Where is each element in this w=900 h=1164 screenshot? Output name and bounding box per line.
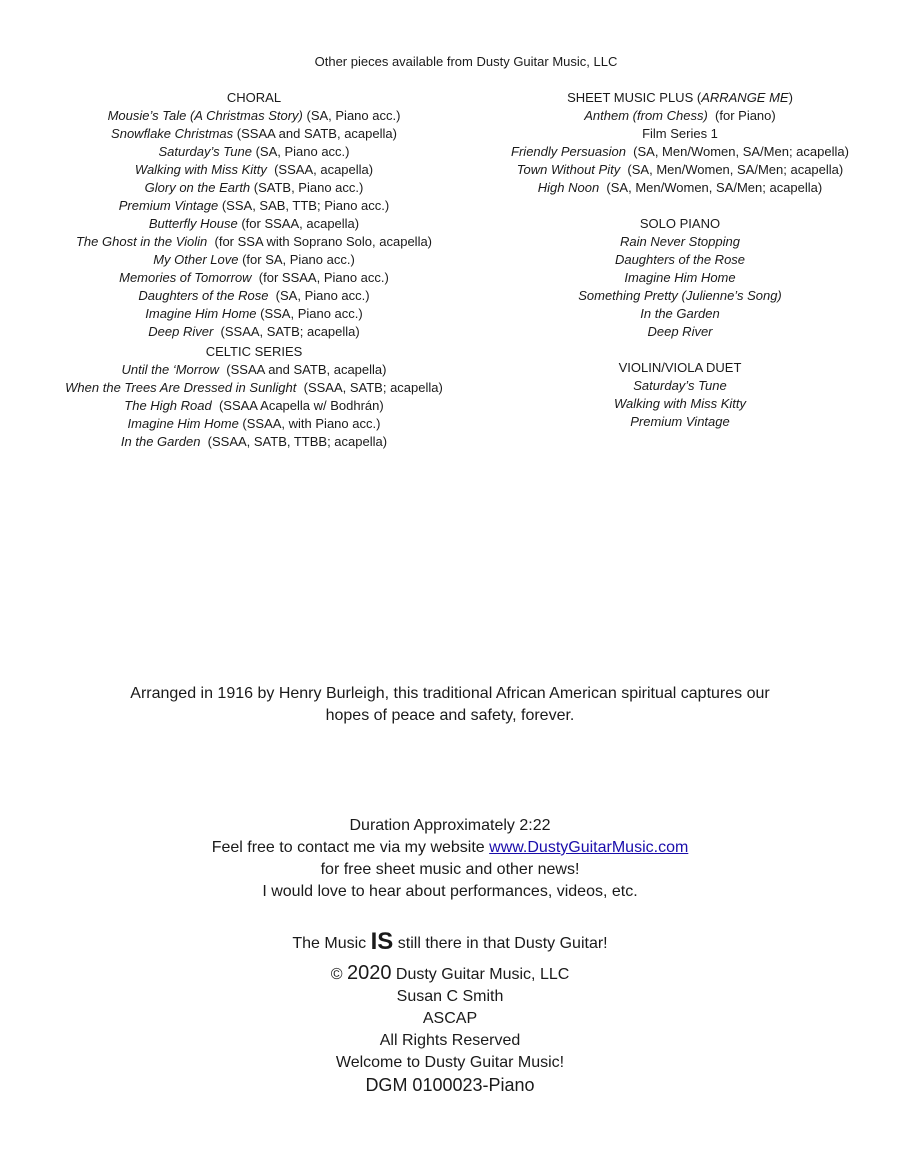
item-title: Saturday’s Tune	[158, 144, 252, 159]
item-detail: (SA, Piano acc.)	[268, 288, 370, 303]
author: Susan C Smith	[396, 988, 504, 1005]
item-detail: (SA, Men/Women, SA/Men; acapella)	[625, 144, 849, 159]
list-item	[480, 251, 880, 269]
item-detail: (for SA, Piano acc.)	[238, 252, 355, 267]
list-item	[54, 415, 454, 433]
list-item	[54, 379, 454, 397]
list-item	[54, 361, 454, 379]
item-title: Until the ‘Morrow	[121, 362, 220, 377]
copyright-symbol: ©	[330, 966, 343, 983]
list-item	[54, 197, 454, 215]
copyright-line	[0, 962, 900, 986]
violin-duet-heading: VIOLIN/VIOLA DUET	[618, 360, 742, 375]
list-item	[480, 413, 880, 431]
website-link[interactable]: www.DustyGuitarMusic.com	[489, 839, 689, 856]
item-title: Memories of Tomorrow	[119, 270, 252, 285]
list-item	[54, 433, 454, 451]
contact-prefix: Feel free to contact me via my website	[211, 839, 490, 856]
item-detail: (SSAA and SATB, acapella)	[219, 362, 387, 377]
item-title: My Other Love	[153, 252, 239, 267]
tagline	[0, 928, 900, 956]
item-detail: (SSAA, with Piano acc.)	[238, 416, 381, 431]
item-title: Walking with Miss Kitty	[134, 162, 267, 177]
item-title: When the Trees Are Dressed in Sunlight	[65, 380, 297, 395]
choral-list	[54, 107, 454, 341]
list-item	[480, 143, 880, 161]
item-title: Deep River	[148, 324, 214, 339]
item-detail: (SSAA, SATB, TTBB; acapella)	[200, 434, 388, 449]
item-detail: (SSAA, SATB; acapella)	[213, 324, 360, 339]
description-line-1: Arranged in 1916 by Henry Burleigh, this traditional African American spiritual captures our	[130, 685, 770, 702]
item-title: In the Garden	[120, 434, 201, 449]
duration: Duration Approximately 2:22	[349, 817, 551, 834]
film-series-list	[480, 143, 880, 197]
list-item	[480, 161, 880, 179]
right-column	[480, 89, 880, 431]
item-detail: (SSAA, acapella)	[266, 162, 374, 177]
item-title: High Noon	[537, 180, 600, 195]
catalog-code: DGM 0100023-Piano	[365, 1075, 535, 1095]
item-title: Friendly Persuasion	[511, 144, 626, 159]
item-title: Imagine Him Home	[624, 270, 736, 285]
list-item	[54, 269, 454, 287]
item-detail: (SA, Piano acc.)	[251, 144, 350, 159]
item-title: Premium Vintage	[630, 414, 730, 429]
item-detail: (SSAA, SATB; acapella)	[296, 380, 443, 395]
item-title: Saturday’s Tune	[633, 378, 727, 393]
item-detail: (SSAA and SATB, acapella)	[233, 126, 397, 141]
item-detail: (SSA, SAB, TTB; Piano acc.)	[218, 198, 390, 213]
sheet-music-plus-list	[480, 107, 880, 125]
item-title: Something Pretty (Julienne’s Song)	[578, 288, 782, 303]
item-title: The High Road	[124, 398, 212, 413]
list-item	[54, 143, 454, 161]
list-item	[54, 323, 454, 341]
solo-piano-list	[480, 233, 880, 341]
society: ASCAP	[422, 1010, 478, 1027]
contact-line	[0, 837, 900, 859]
item-title: Daughters of the Rose	[138, 288, 269, 303]
item-detail: (SATB, Piano acc.)	[250, 180, 364, 195]
item-detail: (SA, Piano acc.)	[302, 108, 401, 123]
list-item	[480, 377, 880, 395]
item-title: Walking with Miss Kitty	[614, 396, 746, 411]
description-line-2: hopes of peace and safety, forever.	[325, 707, 575, 724]
item-title: The Ghost in the Violin	[75, 234, 208, 249]
list-item	[54, 233, 454, 251]
item-detail: (SSA, Piano acc.)	[256, 306, 363, 321]
list-item	[480, 305, 880, 323]
list-item	[480, 269, 880, 287]
list-item	[54, 397, 454, 415]
list-item	[54, 107, 454, 125]
footer	[0, 962, 900, 1096]
list-item	[54, 305, 454, 323]
item-title: Rain Never Stopping	[620, 234, 740, 249]
celtic-list	[54, 361, 454, 451]
contact-line-4: I would love to hear about performances, videos, etc.	[262, 883, 638, 900]
item-title: Daughters of the Rose	[614, 252, 746, 267]
item-title: Butterfly House	[148, 216, 238, 231]
left-column	[54, 89, 454, 451]
list-item	[54, 125, 454, 143]
tagline-after: still there in that Dusty Guitar!	[393, 935, 608, 952]
item-title: In the Garden	[640, 306, 720, 321]
item-detail: (for Piano)	[707, 108, 776, 123]
list-item	[54, 251, 454, 269]
list-item	[480, 107, 880, 125]
item-detail: (for SSAA, Piano acc.)	[251, 270, 389, 285]
item-detail: (for SSA with Soprano Solo, acapella)	[207, 234, 433, 249]
tagline-emphasis: IS	[370, 928, 394, 955]
list-item	[54, 161, 454, 179]
list-item	[54, 179, 454, 197]
tagline-before: The Music	[292, 935, 371, 952]
item-title: Imagine Him Home	[127, 416, 239, 431]
item-title: Town Without Pity	[516, 162, 621, 177]
solo-piano-heading: SOLO PIANO	[639, 216, 721, 231]
item-title: Snowflake Christmas	[111, 126, 234, 141]
smp-heading-suffix: )	[788, 90, 793, 105]
item-title: Anthem (from Chess)	[584, 108, 708, 123]
rights: All Rights Reserved	[379, 1032, 521, 1049]
item-title: Deep River	[647, 324, 713, 339]
list-item	[54, 215, 454, 233]
list-item	[480, 323, 880, 341]
item-detail: (SA, Men/Women, SA/Men; acapella)	[599, 180, 823, 195]
sheet-music-plus-heading	[480, 89, 880, 107]
item-detail: (SSAA Acapella w/ Bodhrán)	[211, 398, 384, 413]
contact-line-3: for free sheet music and other news!	[320, 861, 580, 878]
page-header: Other pieces available from Dusty Guitar Music, LLC	[314, 54, 618, 69]
smp-heading-italic: ARRANGE ME	[701, 90, 789, 105]
copyright-year: 2020	[346, 962, 392, 984]
celtic-heading: CELTIC SERIES	[205, 344, 303, 359]
list-item	[480, 395, 880, 413]
film-series-heading: Film Series 1	[642, 126, 718, 141]
smp-heading-prefix: SHEET MUSIC PLUS (	[567, 90, 702, 105]
piece-description	[0, 683, 900, 727]
item-title: Mousie’s Tale (A Christmas Story)	[107, 108, 303, 123]
item-title: Premium Vintage	[118, 198, 219, 213]
item-title: Glory on the Earth	[144, 180, 251, 195]
item-detail: (for SSAA, acapella)	[237, 216, 360, 231]
list-item	[480, 233, 880, 251]
company-name: Dusty Guitar Music, LLC	[395, 966, 570, 983]
list-item	[54, 287, 454, 305]
contact-block	[0, 815, 900, 903]
violin-duet-list	[480, 377, 880, 431]
choral-heading: CHORAL	[226, 90, 282, 105]
welcome: Welcome to Dusty Guitar Music!	[335, 1054, 565, 1071]
list-item	[480, 287, 880, 305]
item-title: Imagine Him Home	[145, 306, 257, 321]
list-item	[480, 179, 880, 197]
item-detail: (SA, Men/Women, SA/Men; acapella)	[620, 162, 844, 177]
